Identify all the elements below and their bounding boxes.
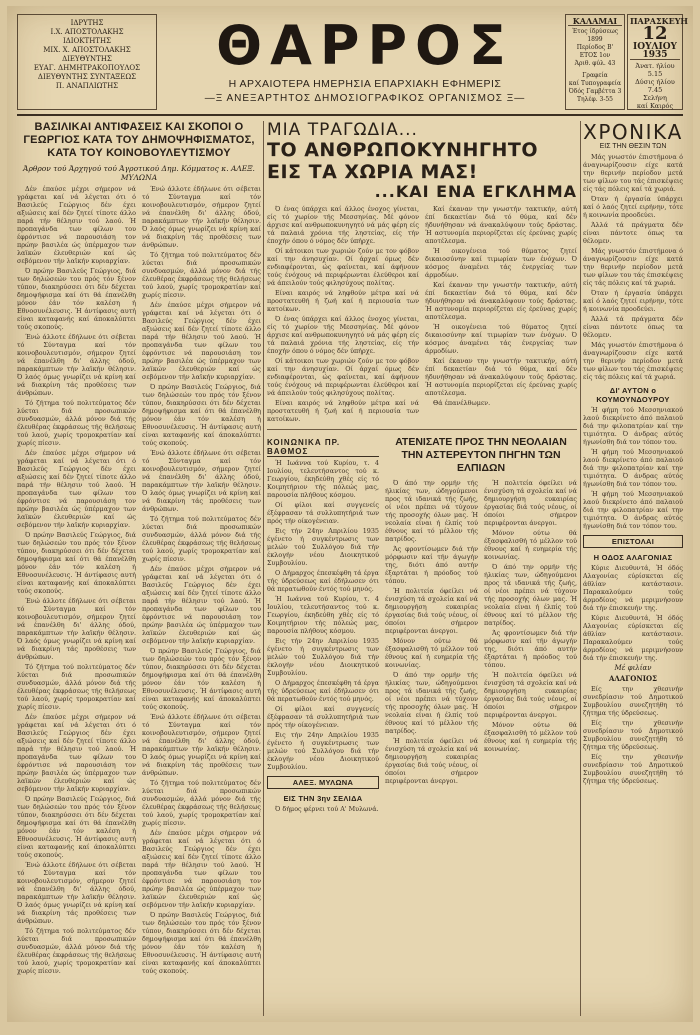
paragraph: Ή πολιτεία όφείλει νά ένισχύση τά σχολεία καί νά δημιουργήση ευκαιρίας έργασίας διά τούς νέους, οί όποίοι σήμερον περιφέρονται άνεργοι. bbox=[484, 479, 577, 527]
paragraph: Δέν έπαύσε μέχρι σήμερον νά γράφεται καί νά λέγεται ότι ό Βασιλεύς Γεώργιος δέν έχει αξιώσεις καί δέν ζητεί τίποτε άλλο παρά τήν θέλησιν τού λαού. Ή προπαγάνδα των φίλων του έφρόντισε νά παρουσιάση τον πρώην βασιλέα ώς ύπέρμαχον των λαϊκών έλευθεριών καί ώς σεβόμενον τήν λαϊκήν κυριαρχίαν. bbox=[142, 829, 261, 909]
paragraph: Τό ζήτημα τού πολιτεύματος δέν λύεται διά προσωπικών συνδυασμών, άλλά μόνον διά τής έλευθέρας έκφράσεως τής θελήσεως τού λαού, χωρίς τρομοκρατίαν καί χωρίς πίεσιν. bbox=[17, 927, 136, 975]
paragraph: Όταν ή έργασία ύπάρχει καί ό λαός ζητεί ειρήνην, τότε ή κοινωνία προοδεύει. bbox=[583, 289, 683, 313]
paragraph: Δέν έπαύσε μέχρι σήμερον νά γράφεται καί νά λέγεται ότι ό Βασιλεύς Γεώργιος δέν έχει αξιώσεις καί δέν ζητεί τίποτε άλλο παρά τήν θέλησιν τού λαού. Ή προπαγάνδα των φίλων του έφρόντισε νά παρουσιάση τον πρώην βασιλέα ώς ύπέρμαχον των λαϊκών έλευθεριών καί ώς σεβόμενον τήν λαϊκήν κυριαρχίαν. bbox=[142, 565, 261, 645]
paragraph: Είναι καιρός νά ληφθούν μέτρα καί νά προστατευθή ή ζωή καί ή περιουσία των κατοίκων. bbox=[267, 289, 419, 313]
paragraph: Ή οικογένεια τού θύματος ζητεί δικαιοσύνην καί τιμωρίαν των ένόχων. Ό κόσμος άναμένει τάς ένεργείας των άρμοδίων. bbox=[425, 247, 577, 279]
section-divider bbox=[267, 429, 577, 430]
founder-line: ΙΔΡΥΤΗΣ bbox=[70, 19, 104, 27]
paragraph: Άς φροντίσωμεν διά τήν μόρφωσιν καί τήν άγωγήν της, διότι άπό αυτήν έξαρτάται ή πρόοδος τού τόπου. bbox=[385, 545, 478, 585]
paragraph: Καί έκαναν την γνωστήν τακτικήν, αύτή έπί δεκαετίαν διά τό θύμα, καί δέν ήδυνήθησαν νά άνακαλύψουν τούς δράστας. Ή αστυνομία περιορίζεται είς έρεύνας χωρίς αποτέλεσμα. bbox=[425, 205, 577, 245]
paragraph: Οί φίλοι καί συγγενείς έξέφρασαν τά συλλυπητήριά των πρός τήν οίκογένειαν. bbox=[267, 705, 379, 729]
letters-head: ΕΠΙΣΤΟΛΑΙ bbox=[583, 535, 683, 548]
paragraph: Είς την χθεσινήν συνεδρίασιν τού Δημοτικού Συμβουλίου συνεζητήθη τό ζήτημα τής ύδρεύσεως. bbox=[583, 753, 683, 785]
paragraph: Ο Δήμαρχος έπεσκέφθη τά έργα τής ύδρεύσεως καί έδήλωσεν ότι θά περατωθούν έντός τού μηνός. bbox=[267, 679, 379, 703]
newspaper-page bbox=[7, 6, 693, 1022]
founder-line: ΙΔΙΟΚΤΗΤΗΣ bbox=[62, 37, 112, 45]
youth-headline: ΑΤΕΝΙΣΑΤΕ ΠΡΟΣ ΤΗΝ ΝΕΟΛΑΙΑΝ ΤΗΝ ΑΣΤΕΡΕΥΤΟΝ ΠΗΓΗΝ ΤΩΝ ΕΛΠΙΔΩΝ bbox=[395, 436, 567, 474]
date-line: Δύσις ήλίου 7.45 bbox=[635, 78, 675, 94]
paragraph: Ή οικογένεια τού θύματος ζητεί δικαιοσύνην καί τιμωρίαν των ένόχων. Ό κόσμος άναμένει τάς ένεργείας των άρμοδίων. bbox=[425, 323, 577, 355]
paragraph: Ή φήμη τού Μεσσηνιακού λαού διεκρίνετο άπό παλαιού διά την φιλοπατρίαν καί την τιμιότητα. Ό άνδρας αύτός ήγωνίσθη διά τον τόπον του. bbox=[583, 406, 683, 446]
paragraph: Εις τήν 24ην Απριλίου 1935 έγένετο ή συγκέντρωσις των μελών τού Συλλόγου διά τήν έκλογήν νέου Διοικητικού Συμβουλίου. bbox=[267, 637, 379, 677]
headline-line: ...ΚΑΙ ΕΝΑ ΕΓΚΛΗΜΑ bbox=[374, 182, 577, 201]
paragraph: Καί έκαναν την γνωστήν τακτικήν, αύτή έπί δεκαετίαν διά τό θύμα, καί δέν ήδυνήθησαν νά άνακαλύψουν τούς δράστας. Ή αστυνομία περιορίζεται είς έρεύνας χωρίς αποτέλεσμα. bbox=[425, 357, 577, 397]
announcement-sub: ΕΙΣ ΤΗΝ 3ην ΣΕΛΙΔΑ bbox=[283, 794, 363, 803]
paragraph: Μάς γνωστόν έπιστήμονα ό άναγνωρίζουσιν είχε κατά την θερινήν περίοδον μετά των φίλων του τάς έπισκέψεις είς τάς πόλεις καί τά χωριά. bbox=[583, 341, 683, 381]
paragraph: Τό ζήτημα τού πολιτεύματος δέν λύεται διά προσωπικών συνδυασμών, άλλά μόνον διά τής έλευθέρας έκφράσεως τής θελήσεως τού λαού, χωρίς τρομοκρατίαν καί χωρίς πίεσιν. bbox=[17, 399, 136, 447]
paragraph: Μόνον ούτω θά έξασφαλισθή τό μέλλον τού έθνους καί ή ευημερία τής κοινωνίας. bbox=[385, 637, 478, 669]
date-line: Άνατ. ήλίου 5.15 bbox=[635, 62, 675, 78]
founder-line: Π. ΑΝΑΠΛΙΩΤΗΣ bbox=[55, 82, 119, 90]
society-label: ΚΟΙΝΩΝΙΚΑ ΠΡ. ΒΑΘΜΟΣ bbox=[267, 438, 379, 457]
issue-line: Άριθ. φύλ. 43 bbox=[574, 60, 616, 67]
paragraph: Ό άπό την ορμήν τής ήλικίας των, ώδηγούμενοι προς τά ιδανικά τής ζωής, οί νέοι πρέπει νά τύχουν τής προσοχής όλων μας. Ή νεολαία είναι ή έλπίς τού έθνους καί τό μέλλον τής πατρίδος. bbox=[385, 479, 478, 543]
left-article-byline: Άρθρον τού Άρχηγού τού Άγροτικού Δημ. Κόμματος κ. ΑΛΕΞ. ΜΥΛΩΝΑ bbox=[23, 164, 255, 182]
paragraph: Ό πρώην Βασιλεύς Γεώργιος, διά των δηλώσεών του πρός τόν ξένον τύπον, διακηρύσσει ότι δέν δέχεται δημοψήφισμα καί ότι θά έπανέλθη μόνον έάν τόν καλέση ή Εθνοσυνέλευσις. Ή άντίφασις αυτή είναι καταφανής καί άποκαλύπτει τούς σκοπούς. bbox=[17, 795, 136, 859]
paragraph: Ένώ άλλοτε έδήλωνε ότι σέβεται τό Σύνταγμα καί τόν κοινοβουλευτισμόν, σήμερον ζητεί νά έπανέλθη δι' άλλης όδού, παρακάμπτων τήν λαϊκήν θέλησιν. Ό λαός όμως γνωρίζει νά κρίνη καί νά διακρίνη τάς προθέσεις των άνθρώπων. bbox=[142, 185, 261, 249]
paragraph: Ό πρώην Βασιλεύς Γεώργιος, διά των δηλώσεών του πρός τόν ξένον τύπον, διακηρύσσει ότι δέν δέχεται δημοψήφισμα καί ότι θά έπανέλθη μόνον έάν τόν καλέση ή Εθνοσυνέλευσις. Ή άντίφασις αυτή είναι καταφανής καί άποκαλύπτει τούς σκοπούς. bbox=[17, 267, 136, 331]
column-divider bbox=[263, 121, 264, 1016]
paragraph: Ή Ιωάννα τού Κυρίου, τ. 4 Ιουλίου, τελευτήσαντος τού κ. Γεωργίου, έκηδεύθη χθές είς τό Κοιμητήριον τής πόλεώς μας, παρουσία πλήθους κόσμου. bbox=[267, 595, 379, 635]
paragraph: Ή πολιτεία όφείλει νά ένισχύση τά σχολεία καί νά δημιουργήση ευκαιρίας έργασίας διά τούς νέους, οί όποίοι σήμερον περιφέρονται άνεργοι. bbox=[385, 587, 478, 635]
right-column bbox=[583, 121, 683, 1016]
founder-line: ΕΥΑΓ. ΔΗΜΗΤΡΑΚΟΠΟΥΛΟΣ bbox=[33, 64, 141, 72]
date-month: ΙΟΥΛΙΟΥ bbox=[633, 42, 677, 52]
letter-signoff: Μέ φιλίαν bbox=[614, 664, 652, 672]
letter-title: Η ΟΔΟΣ ΑΛΑΓΟΝΙΑΣ bbox=[593, 553, 673, 562]
paragraph: Ό άπό την ορμήν τής ήλικίας των, ώδηγούμενοι προς τά ιδανικά τής ζωής, οί νέοι πρέπει νά τύχουν τής προσοχής όλων μας. Ή νεολαία είναι ή έλπίς τού έθνους καί τό μέλλον τής πατρίδος. bbox=[385, 671, 478, 735]
paragraph: Άλλά τά πράγματα δέν είναι πάντοτε όπως τα θέλομεν. bbox=[583, 315, 683, 339]
lower-center bbox=[267, 434, 577, 815]
issue-line: Περίοδος Β' bbox=[576, 44, 614, 51]
headline-line: ΜΙΑ ΤΡΑΓΩΔΙΑ... bbox=[267, 121, 418, 140]
left-article-body bbox=[17, 185, 261, 977]
paragraph: Δέν έπαύσε μέχρι σήμερον νά γράφεται καί νά λέγεται ότι ό Βασιλεύς Γεώργιος δέν έχει αξιώσεις καί δέν ζητεί τίποτε άλλο παρά τήν θέλησιν τού λαού. Ή προπαγάνδα των φίλων του έφρόντισε νά παρουσιάση τον πρώην βασιλέα ώς ύπέρμαχον των λαϊκών έλευθεριών καί ώς σεβόμενον τήν λαϊκήν κυριαρχίαν. bbox=[142, 301, 261, 381]
paragraph: Άς φροντίσωμεν διά τήν μόρφωσιν καί τήν άγωγήν της, διότι άπό αυτήν έξαρτάται ή πρόοδος τού τόπου. bbox=[484, 629, 577, 669]
issue-line: καί Τυπογραφεία bbox=[568, 80, 622, 87]
paragraph: Δέν έπαύσε μέχρι σήμερον νά γράφεται καί νά λέγεται ότι ό Βασιλεύς Γεώργιος δέν έχει αξιώσεις καί δέν ζητεί τίποτε άλλο παρά τήν θέλησιν τού λαού. Ή προπαγάνδα των φίλων του έφρόντισε νά παρουσιάση τον πρώην βασιλέα ώς ύπέρμαχον των λαϊκών έλευθεριών καί ώς σεβόμενον τήν λαϊκήν κυριαρχίαν. bbox=[17, 449, 136, 529]
paragraph: Οί κάτοικοι των χωριών ζούν με τον φόβον καί την άνησυχίαν. Οί άρχαί όμως δέν ενδιαφέρονται, ώς φαίνεται, καί άφήνουν τούς ένόχους νά περιφέρωνται έλεύθεροι καί νά άπειλούν τούς φιλησύχους πολίτας. bbox=[267, 247, 419, 287]
newspaper-title-block bbox=[167, 16, 563, 104]
paragraph: Ό ένας ύπάρχει καί άλλος ένοχος γίνεται, είς τό χωρίον τής Μεσσηνίας. Μέ φόνον άρχισε καί ανθρωποκυνηγητό νά μάς φέρη είς τά παλαιά χρόνια τής ληστείας, είς τήν έποχήν όπου ό νόμος δέν ύπήρχε. bbox=[267, 205, 419, 245]
issue-box bbox=[565, 14, 625, 110]
newspaper-tagline: —Ξ ΑΝΕΞΑΡΤΗΤΟΣ ΔΗΜΟΣΙΟΓΡΑΦΙΚΟΣ ΟΡΓΑΝΙΣΜΟΣ Ξ— bbox=[204, 93, 526, 104]
column-divider bbox=[580, 121, 581, 1016]
paragraph: Τό ζήτημα τού πολιτεύματος δέν λύεται διά προσωπικών συνδυασμών, άλλά μόνον διά τής έλευθέρας έκφράσεως τής θελήσεως τού λαού, χωρίς τρομοκρατίαν καί χωρίς πίεσιν. bbox=[17, 663, 136, 711]
paragraph: Ό άπό την ορμήν τής ήλικίας των, ώδηγούμενοι προς τά ιδανικά τής ζωής, οί νέοι πρέπει νά τύχουν τής προσοχής όλων μας. Ή νεολαία είναι ή έλπίς τού έθνους καί τό μέλλον τής πατρίδος. bbox=[484, 563, 577, 627]
paragraph: Είς την χθεσινήν συνεδρίασιν τού Δημοτικού Συμβουλίου συνεζητήθη τό ζήτημα τής ύδρεύσεως. bbox=[583, 719, 683, 751]
left-column bbox=[17, 121, 261, 1016]
paragraph: Τό ζήτημα τού πολιτεύματος δέν λύεται διά προσωπικών συνδυασμών, άλλά μόνον διά τής έλευθέρας έκφράσεως τής θελήσεως τού λαού, χωρίς τρομοκρατίαν καί χωρίς πίεσιν. bbox=[142, 251, 261, 299]
weekday: ΠΑΡΑΣΚΕΥΗ bbox=[630, 16, 688, 26]
issue-line: ΕΤΟΣ 1ον bbox=[579, 52, 611, 59]
paragraph: Μάς γνωστόν έπιστήμονα ό άναγνωρίζουσιν είχε κατά την θερινήν περίοδον μετά των φίλων του τάς έπισκέψεις είς τάς πόλεις καί τά χωριά. bbox=[583, 153, 683, 193]
paragraph: Ή πολιτεία όφείλει νά ένισχύση τά σχολεία καί νά δημιουργήση ευκαιρίας έργασίας διά τούς νέους, οί όποίοι σήμερον περιφέρονται άνεργοι. bbox=[484, 671, 577, 719]
masthead bbox=[17, 14, 688, 116]
paragraph: Δέν έπαύσε μέχρι σήμερον νά γράφεται καί νά λέγεται ότι ό Βασιλεύς Γεώργιος δέν έχει αξιώσεις καί δέν ζητεί τίποτε άλλο παρά τήν θέλησιν τού λαού. Ή προπαγάνδα των φίλων του έφρόντισε νά παρουσιάση τον πρώην βασιλέα ώς ύπέρμαχον των λαϊκών έλευθεριών καί ώς σεβόμενον τήν λαϊκήν κυριαρχίαν. bbox=[17, 185, 136, 265]
founder-box bbox=[17, 14, 157, 110]
paragraph: Είς την χθεσινήν συνεδρίασιν τού Δημοτικού Συμβουλίου συνεζητήθη τό ζήτημα τής ύδρεύσεως. bbox=[583, 685, 683, 717]
center-column bbox=[267, 121, 577, 1016]
paragraph: Άλλά τά πράγματα δέν είναι πάντοτε όπως τα θέλομεν. bbox=[583, 221, 683, 245]
center-headline bbox=[267, 121, 577, 201]
paragraph: Όταν ή έργασία ύπάρχει καί ό λαός ζητεί ειρήνην, τότε ή κοινωνία προοδεύει. bbox=[583, 195, 683, 219]
date-year: 1935 bbox=[630, 51, 680, 60]
paragraph: Ένώ άλλοτε έδήλωνε ότι σέβεται τό Σύνταγμα καί τόν κοινοβουλευτισμόν, σήμερον ζητεί νά έπανέλθη δι' άλλης όδού, παρακάμπτων τήν λαϊκήν θέλησιν. Ό λαός όμως γνωρίζει νά κρίνη καί νά διακρίνη τάς προθέσεις των άνθρώπων. bbox=[142, 713, 261, 777]
paragraph: Μάς γνωστόν έπιστήμονα ό άναγνωρίζουσιν είχε κατά την θερινήν περίοδον μετά των φίλων του τάς έπισκέψεις είς τάς πόλεις καί τά χωριά. bbox=[583, 247, 683, 287]
paragraph: Οί φίλοι καί συγγενείς έξέφρασαν τά συλλυπητήριά των πρός τήν οίκογένειαν. bbox=[267, 501, 379, 525]
announcement-head: ΑΛΕΞ. ΜΥΛΩΝΑ bbox=[267, 776, 379, 789]
paragraph: Καί έκαναν την γνωστήν τακτικήν, αύτή έπί δεκαετίαν διά τό θύμα, καί δέν ήδυνήθησαν νά άνακαλύψουν τούς δράστας. Ή αστυνομία περιορίζεται είς έρεύνας χωρίς αποτέλεσμα. bbox=[425, 281, 577, 321]
location: ΚΑΛΑΜΑΙ bbox=[568, 17, 622, 26]
paragraph: Ή φήμη τού Μεσσηνιακού λαού διεκρίνετο άπό παλαιού διά την φιλοπατρίαν καί την τιμιότητα. Ό άνδρας αύτός ήγωνίσθη διά τον τόπον του. bbox=[583, 490, 683, 530]
paragraph: Ό πρώην Βασιλεύς Γεώργιος, διά των δηλώσεών του πρός τόν ξένον τύπον, διακηρύσσει ότι δέν δέχεται δημοψήφισμα καί ότι θά έπανέλθη μόνον έάν τόν καλέση ή Εθνοσυνέλευσις. Ή άντίφασις αυτή είναι καταφανής καί άποκαλύπτει τούς σκοπούς. bbox=[17, 531, 136, 595]
paragraph: Ό πρώην Βασιλεύς Γεώργιος, διά των δηλώσεών του πρός τόν ξένον τύπον, διακηρύσσει ότι δέν δέχεται δημοψήφισμα καί ότι θά έπανέλθη μόνον έάν τόν καλέση ή Εθνοσυνέλευσις. Ή άντίφασις αυτή είναι καταφανής καί άποκαλύπτει τούς σκοπούς. bbox=[142, 383, 261, 447]
founder-line: ΔΙΕΥΘΥΝΤΗΣ ΣΥΝΤΑΞΕΩΣ bbox=[37, 73, 137, 81]
date-line: Σελήνη bbox=[643, 94, 667, 102]
issue-line: Έτος ίδρύσεως 1899 bbox=[571, 28, 619, 43]
paragraph: Ό πρώην Βασιλεύς Γεώργιος, διά των δηλώσεών του πρός τόν ξένον τύπον, διακηρύσσει ότι δέν δέχεται δημοψήφισμα καί ότι θά έπανέλθη μόνον έάν τόν καλέση ή Εθνοσυνέλευσις. Ή άντίφασις αυτή είναι καταφανής καί άποκαλύπτει τούς σκοπούς. bbox=[142, 911, 261, 975]
paragraph: Οί κάτοικοι των χωριών ζούν με τον φόβον καί την άνησυχίαν. Οί άρχαί όμως δέν ενδιαφέρονται, ώς φαίνεται, καί άφήνουν τούς ένόχους νά περιφέρωνται έλεύθεροι καί νά άπειλούν τούς φιλησύχους πολίτας. bbox=[267, 357, 419, 397]
chronicles-title: ΧΡΟΝΙΚΑ bbox=[583, 121, 683, 144]
paragraph: Μόνον ούτω θά έξασφαλισθή τό μέλλον τού έθνους καί ή ευημερία τής κοινωνίας. bbox=[484, 721, 577, 753]
section-head: ΔΙ' ΑΥΤΟΝ ο ΚΟΥΜΟΥΝΔΟΥΡΟΥ bbox=[596, 386, 670, 404]
paragraph: Τό ζήτημα τού πολιτεύματος δέν λύεται διά προσωπικών συνδυασμών, άλλά μόνον διά τής έλευθέρας έκφράσεως τής θελήσεως τού λαού, χωρίς τρομοκρατίαν καί χωρίς πίεσιν. bbox=[142, 779, 261, 827]
paragraph: Ή πολιτεία όφείλει νά ένισχύση τά σχολεία καί νά δημιουργήση ευκαιρίας έργασίας διά τούς νέους, οί όποίοι σήμερον περιφέρονται άνεργοι. bbox=[385, 737, 478, 785]
left-article-headline: ΒΑΣΙΛΙΚΑΙ ΑΝΤΙΦΑΣΕΙΣ ΚΑΙ ΣΚΟΠΟΙ Ο ΓΕΩΡΓΙΟΣ ΚΑΤΑ ΤΟΥ ΔΗΜΟΨΗΦΙΣΜΑΤΟΣ, ΚΑΤΑ ΤΟΥ ΚΟΙΝΟΒΟΥΛΕΥΤΙΣΜΟΥ bbox=[23, 121, 255, 159]
paragraph: Κύριε Διευθυντά, Ή όδός Αλαγονίας εύρίσκεται είς άθλίαν κατάστασιν. Παρακαλούμεν τούς άρμοδίους νά μεριμνήσουν διά τήν έπισκευήν της. bbox=[583, 614, 683, 662]
paragraph: Θά έπανέλθωμεν. bbox=[433, 399, 491, 407]
center-article-body bbox=[267, 205, 577, 425]
paragraph: Μόνον ούτω θά έξασφαλισθή τό μέλλον τού έθνους καί ή ευημερία τής κοινωνίας. bbox=[484, 529, 577, 561]
newspaper-subtitle: Η ΑΡΧΑΙΟΤΕΡΑ ΗΜΕΡΗΣΙΑ ΕΠΑΡΧΙΑΚΗ ΕΦΗΜΕΡΙΣ bbox=[228, 78, 502, 90]
paragraph: Ό δήμος φέρνει τού Α' Μυλωνά. bbox=[275, 805, 379, 813]
newspaper-title: ΘΑΡΡΟΣ bbox=[216, 14, 514, 77]
paragraph: Είναι καιρός νά ληφθούν μέτρα καί νά προστατευθή ή ζωή καί ή περιουσία των κατοίκων. bbox=[267, 399, 419, 423]
paragraph: Τό ζήτημα τού πολιτεύματος δέν λύεται διά προσωπικών συνδυασμών, άλλά μόνον διά τής έλευθέρας έκφράσεως τής θελήσεως τού λαού, χωρίς τρομοκρατίαν καί χωρίς πίεσιν. bbox=[142, 515, 261, 563]
founder-line: Ι.Χ. ΑΠΟΣΤΟΛΑΚΗΣ bbox=[50, 28, 124, 36]
paragraph: Ένώ άλλοτε έδήλωνε ότι σέβεται τό Σύνταγμα καί τόν κοινοβουλευτισμόν, σήμερον ζητεί νά έπανέλθη δι' άλλης όδού, παρακάμπτων τήν λαϊκήν θέλησιν. Ό λαός όμως γνωρίζει νά κρίνη καί νά διακρίνη τάς προθέσεις των άνθρώπων. bbox=[142, 449, 261, 513]
paragraph: Ένώ άλλοτε έδήλωνε ότι σέβεται τό Σύνταγμα καί τόν κοινοβουλευτισμόν, σήμερον ζητεί νά έπανέλθη δι' άλλης όδού, παρακάμπτων τήν λαϊκήν θέλησιν. Ό λαός όμως γνωρίζει νά κρίνη καί νά διακρίνη τάς προθέσεις των άνθρώπων. bbox=[17, 333, 136, 397]
issue-line: Γραφεία bbox=[582, 72, 608, 79]
issue-line: Τηλέφ. 3-55 bbox=[576, 96, 613, 103]
paragraph: Δέν έπαύσε μέχρι σήμερον νά γράφεται καί νά λέγεται ότι ό Βασιλεύς Γεώργιος δέν έχει αξιώσεις καί δέν ζητεί τίποτε άλλο παρά τήν θέλησιν τού λαού. Ή προπαγάνδα των φίλων του έφρόντισε νά παρουσιάση τον πρώην βασιλέα ώς ύπέρμαχον των λαϊκών έλευθεριών καί ώς σεβόμενον τήν λαϊκήν κυριαρχίαν. bbox=[17, 713, 136, 793]
paragraph: Κύριε Διευθυντά, Ή όδός Αλαγονίας εύρίσκεται είς άθλίαν κατάστασιν. Παρακαλούμεν τούς άρμοδίους νά μεριμνήσουν διά τήν έπισκευήν της. bbox=[583, 564, 683, 612]
date-number: 12 bbox=[642, 23, 668, 44]
paragraph: Ο Δήμαρχος έπεσκέφθη τά έργα τής ύδρεύσεως καί έδήλωσεν ότι θά περατωθούν έντός τού μηνός. bbox=[267, 569, 379, 593]
paragraph: Ή Ιωάννα τού Κυρίου, τ. 4 Ιουλίου, τελευτήσαντος τού κ. Γεωργίου, έκηδεύθη χθές είς τό Κοιμητήριον τής πόλεώς μας, παρουσία πλήθους κόσμου. bbox=[267, 459, 379, 499]
chronicles-subtitle: ΕΙΣ ΤΗΝ ΘΕΣΙΝ ΤΩΝ bbox=[599, 143, 667, 150]
founder-line: ΔΙΕΥΘΥΝΤΗΣ bbox=[62, 55, 112, 63]
founder-line: ΜΙΧ. Χ. ΑΠΟΣΤΟΛΑΚΗΣ bbox=[43, 46, 131, 54]
paragraph: Ένώ άλλοτε έδήλωνε ότι σέβεται τό Σύνταγμα καί τόν κοινοβουλευτισμόν, σήμερον ζητεί νά έπανέλθη δι' άλλης όδού, παρακάμπτων τήν λαϊκήν θέλησιν. Ό λαός όμως γνωρίζει νά κρίνη καί νά διακρίνη τάς προθέσεις των άνθρώπων. bbox=[17, 861, 136, 925]
paragraph: Ή φήμη τού Μεσσηνιακού λαού διεκρίνετο άπό παλαιού διά την φιλοπατρίαν καί την τιμιότητα. Ό άνδρας αύτός ήγωνίσθη διά τον τόπον του. bbox=[583, 448, 683, 488]
issue-line: Όδός Γαμβέττα 3 bbox=[568, 88, 622, 95]
paragraph: Εις τήν 24ην Απριλίου 1935 έγένετο ή συγκέντρωσις των μελών τού Συλλόγου διά τήν έκλογήν νέου Διοικητικού Συμβουλίου. bbox=[267, 731, 379, 771]
paragraph: Ό πρώην Βασιλεύς Γεώργιος, διά των δηλώσεών του πρός τόν ξένον τύπον, διακηρύσσει ότι δέν δέχεται δημοψήφισμα καί ότι θά έπανέλθη μόνον έάν τόν καλέση ή Εθνοσυνέλευσις. Ή άντίφασις αυτή είναι καταφανής καί άποκαλύπτει τούς σκοπούς. bbox=[142, 647, 261, 711]
date-line: καί Καιρός bbox=[636, 102, 674, 110]
letter-signature: ΑΛΑΓΟΝΙΟΣ bbox=[608, 674, 658, 683]
headline-line: ΤΟ ΑΝΘΡΩΠΟΚΥΝΗΓΗΤΟ ΕΙΣ ΤΑ ΧΩΡΙΑ ΜΑΣ! bbox=[267, 139, 539, 183]
paragraph: Ένώ άλλοτε έδήλωνε ότι σέβεται τό Σύνταγμα καί τόν κοινοβουλευτισμόν, σήμερον ζητεί νά έπανέλθη δι' άλλης όδού, παρακάμπτων τήν λαϊκήν θέλησιν. Ό λαός όμως γνωρίζει νά κρίνη καί νά διακρίνη τάς προθέσεις των άνθρώπων. bbox=[17, 597, 136, 661]
date-box bbox=[627, 14, 688, 110]
paragraph: Ό ένας ύπάρχει καί άλλος ένοχος γίνεται, είς τό χωρίον τής Μεσσηνίας. Μέ φόνον άρχισε καί ανθρωποκυνηγητό νά μάς φέρη είς τά παλαιά χρόνια τής ληστείας, είς τήν έποχήν όπου ό νόμος δέν ύπήρχε. bbox=[267, 315, 419, 355]
paragraph: Εις τήν 24ην Απριλίου 1935 έγένετο ή συγκέντρωσις των μελών τού Συλλόγου διά τήν έκλογήν νέου Διοικητικού Συμβουλίου. bbox=[267, 527, 379, 567]
